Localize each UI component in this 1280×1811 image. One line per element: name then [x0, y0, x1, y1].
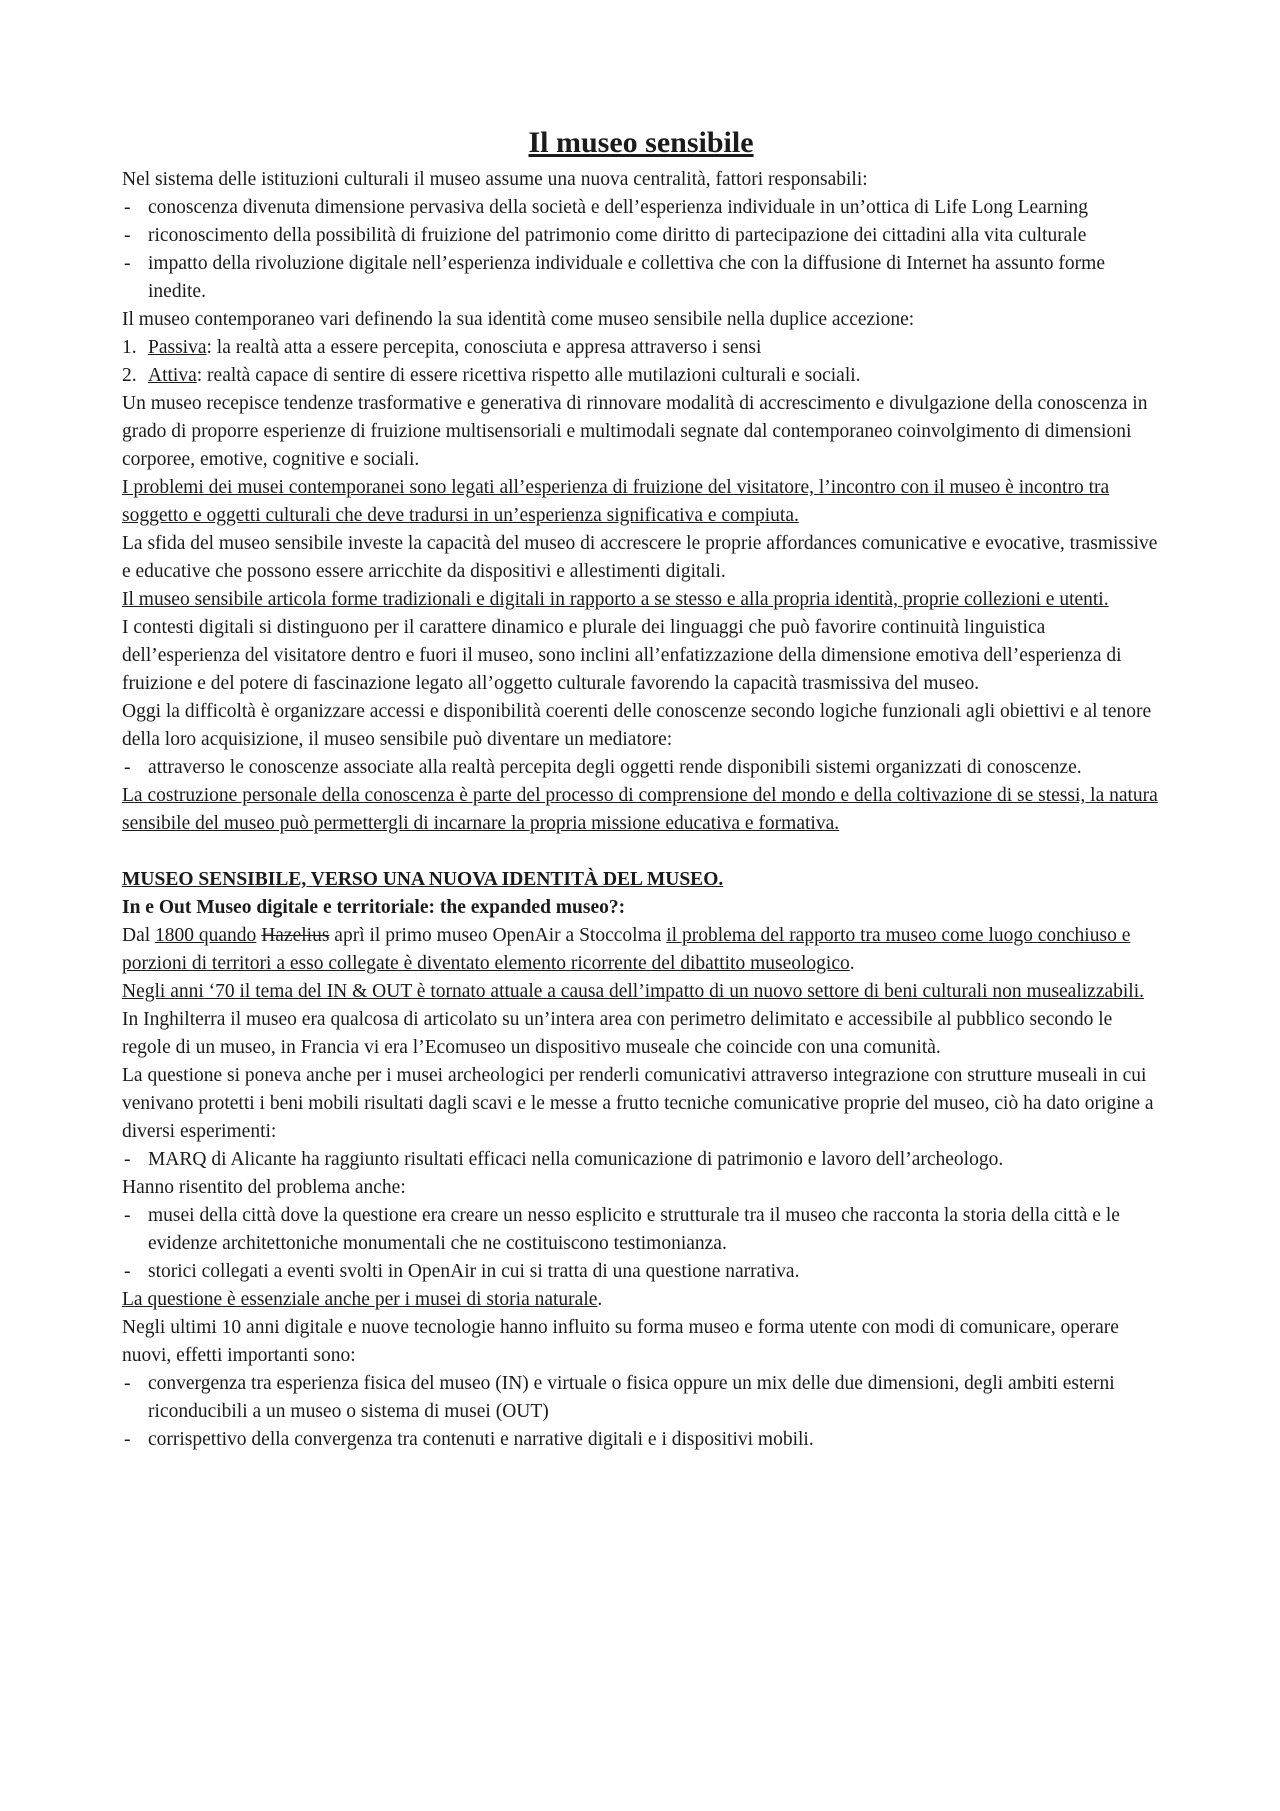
term-definition: : realtà capace di sentire di essere ricettiva rispetto alle mutilazioni culturali e sociali.: [196, 365, 861, 386]
forms-paragraph: Il museo sensibile articola forme tradizionali e digitali in rapporto a se stesso e alla propria identità, proprie collezioni e utenti.: [122, 589, 1109, 610]
construction-paragraph: La costruzione personale della conoscenza è parte del processo di comprensione del mondo e della coltivazione di se stessi, la natura sensibile del museo può permettergli di incarnare la propria missione educativa e formativa.: [122, 785, 1158, 834]
text-fragment: .: [849, 953, 855, 974]
page-title: Il museo sensibile: [528, 126, 754, 159]
list-item: - corrispettivo della convergenza tra contenuti e narrative digitali e i dispositivi mobili.: [122, 1426, 1160, 1454]
intro-paragraph: Nel sistema delle istituzioni culturali il museo assume una nuova centralità, fattori responsabili:: [122, 169, 868, 190]
section-subheading: In e Out Museo digitale e territoriale: the expanded museo?:: [122, 897, 626, 918]
term-passiva: Passiva: [148, 337, 207, 358]
mediator-list: [122, 754, 1160, 782]
list-number: 1.: [122, 337, 137, 358]
underlined-fragment: il problema del rapporto tra museo come luogo conchiuso e porzioni di territori a esso collegate è diventato elemento ricorrente del dibattito museologico: [122, 925, 1131, 974]
term-definition: : la realtà atta a essere percepita, conosciuta e appresa attraverso i sensi: [206, 337, 762, 358]
england-paragraph: In Inghilterra il museo era qualcosa di articolato su un’intera area con perimetro delimitato e accessibile al pubblico secondo le regole di un museo, in Francia vi era l’Ecomuseo un dispositivo museale che coincide con una comunità.: [122, 1009, 1113, 1058]
experiments-list: [122, 1146, 1160, 1174]
underlined-fragment: La questione è essenziale anche per i musei di storia naturale: [122, 1289, 598, 1310]
contexts-paragraph: I contesti digitali si distinguono per il carattere dinamico e plurale dei linguaggi che può favorire continuità linguistica dell’esperienza del visitatore dentro e fuori il museo, sono inclini all’enfatizzazione della dimensione emotiva dell’esperienza di fruizione e del potere di fascinazione legato all’oggetto culturale favorendo la capacità trasmissiva del museo.: [122, 617, 1122, 694]
term-attiva: Attiva: [148, 365, 197, 386]
challenge-paragraph: La sfida del museo sensibile investe la capacità del museo di accrescere le proprie affordances comunicative e evocative, trasmissive e educative che possono essere arricchite da dispositivi e allestimenti digitali.: [122, 533, 1158, 582]
felt-paragraph: Hanno risentito del problema anche:: [122, 1177, 406, 1198]
text-fragment: Dal: [122, 925, 156, 946]
text-fragment: aprì il primo museo OpenAir a Stoccolma: [329, 925, 667, 946]
list-item: [122, 334, 1160, 362]
struck-name: Hazelius: [261, 925, 330, 946]
difficulty-paragraph: Oggi la difficoltà è organizzare accessi e disponibilità coerenti delle conoscenze secondo logiche funzionali agli obiettivi e al tenore della loro acquisizione, il museo sensibile può diventare un mediatore:: [122, 701, 1152, 750]
list-item: - riconoscimento della possibilità di fruizione del patrimonio come diritto di partecipazione dei cittadini alla vita culturale: [122, 222, 1160, 250]
archeo-paragraph: La questione si poneva anche per i musei archeologici per renderli comunicativi attraverso integrazione con strutture museali in cui venivano protetti i beni mobili risultati dagli scavi e le messe a frutto tecniche comunicative proprie del museo, ciò ha dato origine a diversi esperimenti:: [122, 1065, 1154, 1142]
list-item: - impatto della rivoluzione digitale nell’esperienza individuale e collettiva che con la diffusione di Internet ha assunto forme inedite.: [122, 250, 1160, 306]
list-item: - musei della città dove la questione era creare un nesso esplicito e strutturale tra il museo che racconta la storia della città e le evidenze architettoniche monumentali che ne costituiscono testimonianza.: [122, 1202, 1160, 1258]
list-item: - attraverso le conoscenze associate alla realtà percepita degli oggetti rende disponibili sistemi organizzati di conoscenze.: [122, 754, 1160, 782]
factors-list: [122, 194, 1160, 306]
trends-paragraph: Un museo recepisce tendenze trasformative e generativa di rinnovare modalità di accrescimento e divulgazione della conoscenza in grado di proporre esperienze di fruizione multisensoriali e multimodali segnate dal contemporaneo coinvolgimento di dimensioni corporee, emotive, cognitive e sociali.: [122, 393, 1148, 470]
natural-history-paragraph: [122, 1286, 1160, 1314]
list-number: 2.: [122, 365, 137, 386]
section-heading: MUSEO SENSIBILE, VERSO UNA NUOVA IDENTITÀ DEL MUSEO.: [122, 869, 724, 890]
list-item: - MARQ di Alicante ha raggiunto risultati efficaci nella comunicazione di patrimonio e lavoro dell’archeologo.: [122, 1146, 1160, 1174]
seventies-paragraph: Negli anni ‘70 il tema del IN & OUT è tornato attuale a causa dell’impatto di un nuovo settore di beni culturali non musealizzabili.: [122, 981, 1145, 1002]
problems-paragraph: I problemi dei musei contemporanei sono legati all’esperienza di fruizione del visitatore, l’incontro con il museo è incontro tra soggetto e oggetti culturali che deve tradursi in un’esperienza significativa e compiuta.: [122, 477, 1110, 526]
list-item: [122, 362, 1160, 390]
year-fragment: 1800 quando: [155, 925, 257, 946]
list-item: - convergenza tra esperienza fisica del museo (IN) e virtuale o fisica oppure un mix delle due dimensioni, degli ambiti esterni riconducibili a un museo o sistema di musei (OUT): [122, 1370, 1160, 1426]
felt-list: [122, 1202, 1160, 1286]
effects-list: [122, 1370, 1160, 1454]
list-item: - storici collegati a eventi svolti in OpenAir in cui si tratta di una questione narrativa.: [122, 1258, 1160, 1286]
last-ten-years-paragraph: Negli ultimi 10 anni digitale e nuove tecnologie hanno influito su forma museo e forma utente con modi di comunicare, operare nuovi, effetti importanti sono:: [122, 1317, 1119, 1366]
identity-paragraph: Il museo contemporaneo vari definendo la sua identità come museo sensibile nella duplice accezione:: [122, 309, 915, 330]
accezioni-list: [122, 334, 1160, 390]
openair-paragraph: [122, 922, 1160, 978]
text-fragment: .: [597, 1289, 603, 1310]
list-item: - conoscenza divenuta dimensione pervasiva della società e dell’esperienza individuale in un’ottica di Life Long Learning: [122, 194, 1160, 222]
